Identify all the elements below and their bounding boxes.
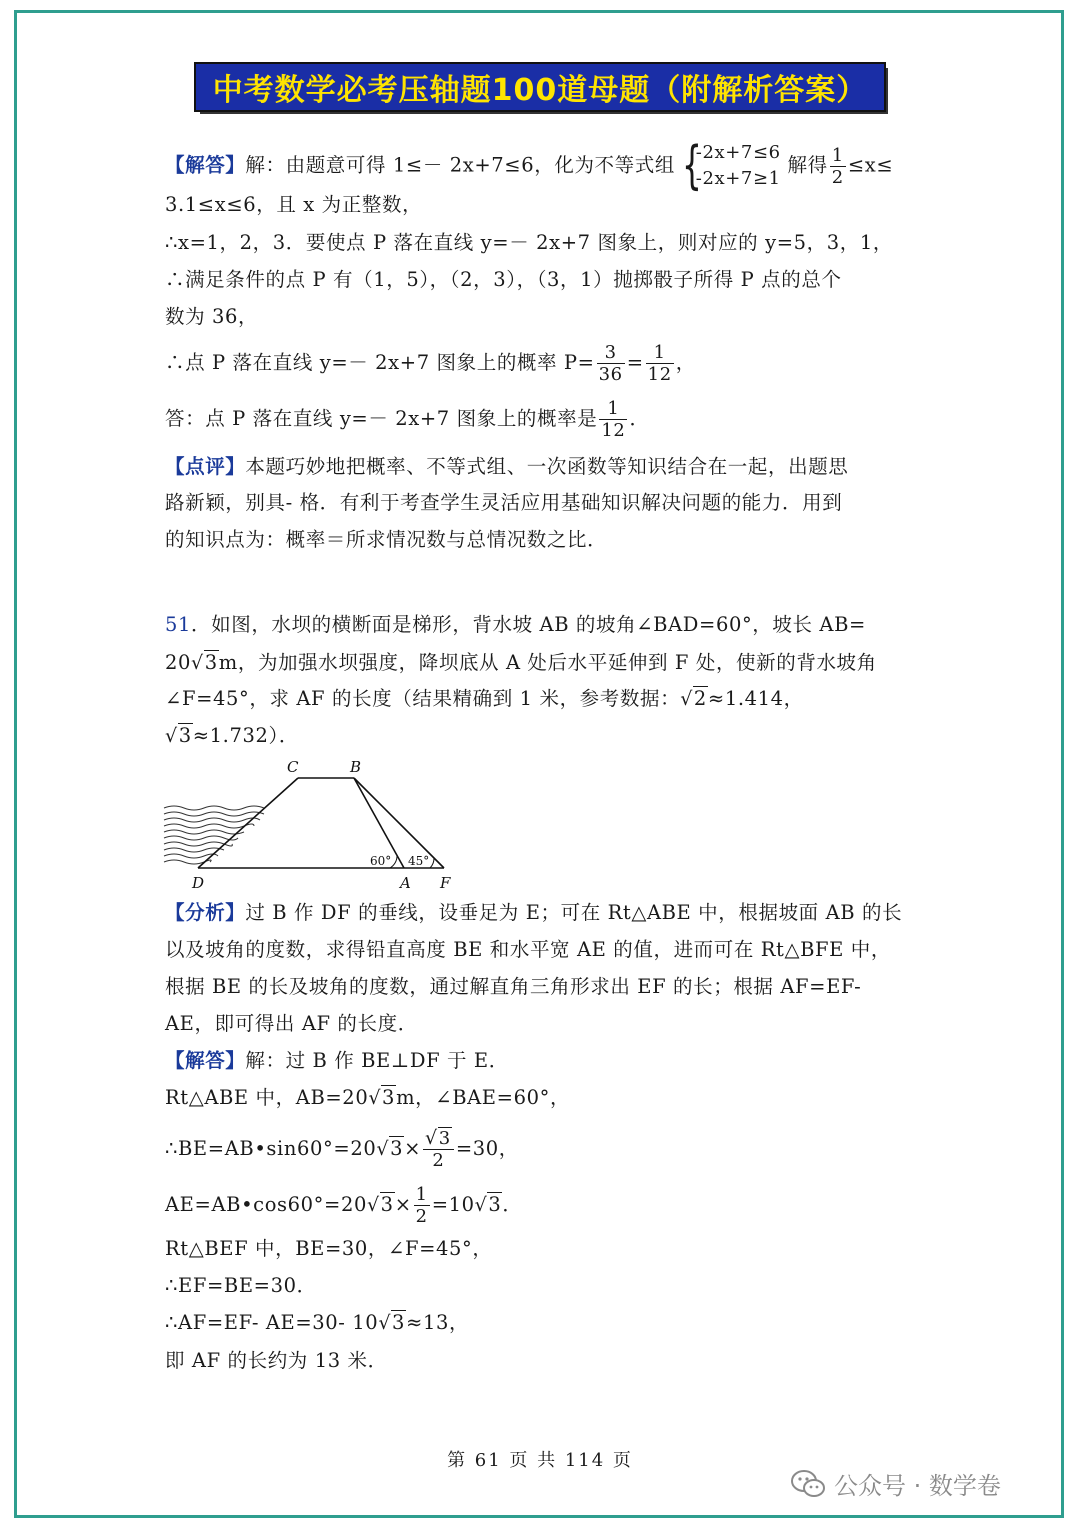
answer-tag: 【解答】: [165, 153, 246, 177]
solution-line-3: ∴BE=AB•sin60°=20√3× $\frac{√3}{2}$ =30，: [165, 1127, 519, 1171]
sqrt-3-s3: √3: [376, 1137, 404, 1160]
watermark-text: 公众号 · 数学卷: [834, 1472, 1001, 1500]
solve-text: 解得: [787, 153, 828, 177]
sqrt-3-s4b: √3: [474, 1193, 502, 1216]
comment-line-3: 的知识点为：概率＝所求情况数与总情况数之比．: [165, 528, 608, 551]
solution-tag: 【解答】: [165, 1049, 246, 1072]
water-waves: [164, 806, 264, 864]
sqrt-3: √3: [191, 651, 218, 674]
comment-line-2: 路新颖，别具- 格．有利于考查学生灵活应用基础知识解决问题的能力．用到: [165, 491, 843, 514]
solution-line-2: Rt△ABE 中，AB=20√3m，∠BAE=60°，: [165, 1086, 571, 1109]
analysis-line-2: 以及坡角的度数，求得铅直高度 BE 和水平宽 AE 的值，进而可在 Rt△BFE 中，: [165, 938, 891, 961]
answer-line-5: 数为 36，: [165, 305, 259, 328]
inequality-2: -2x+7≥1: [695, 168, 781, 189]
solution-line-4: AE=AB•cos60°=20√3× $\frac{1}{2}$ =10√3．: [165, 1184, 523, 1227]
dam-figure: [162, 756, 462, 896]
fraction-half: $\frac{1}{2}$: [831, 144, 844, 188]
answer-text: 解：由题意可得 1≤－ 2x+7≤6，化为不等式组: [245, 153, 675, 177]
solution-line-7: ∴AF=EF- AE=30- 10√3≈13，: [165, 1311, 470, 1334]
sqrt-3-s4: √3: [366, 1193, 394, 1216]
label-b: B: [350, 758, 362, 776]
fraction-3-36: $\frac{3}{36}$: [598, 342, 623, 385]
page-number: 第 61 页 共 114 页: [447, 1450, 633, 1471]
left-brace-icon: {: [681, 136, 702, 196]
label-a: A: [400, 874, 411, 892]
answer-line-4: ∴满足条件的点 P 有（1，5），（2，3），（3，1）抛掷骰子所得 P 点的总个: [165, 268, 842, 291]
solution-line-1: 【解答】解：过 B 作 BE⊥DF 于 E．: [165, 1049, 509, 1072]
comment-line-1: 【点评】本题巧妙地把概率、不等式组、一次函数等知识结合在一起，出题思: [165, 455, 849, 478]
problem-line-3: ∠F=45°，求 AF 的长度（结果精确到 1 米，参考数据：√2≈1.414，: [165, 687, 804, 710]
inequality-1: -2x+7≤6: [695, 142, 781, 163]
fraction-root3-over-2: $\frac{√3}{2}$: [423, 1128, 454, 1171]
solution-line-8: 即 AF 的长约为 13 米．: [165, 1349, 388, 1372]
sqrt-3-ref: √3: [165, 724, 192, 747]
fraction-1-12-answer: $\frac{1}{12}$: [601, 398, 626, 441]
angle-45-label: 45°: [408, 854, 430, 868]
page-title: 中考数学必考压轴题100道母题（附解析答案）: [196, 64, 884, 110]
analysis-line-4: AE，即可得出 AF 的长度．: [165, 1012, 418, 1035]
label-f: F: [440, 874, 451, 892]
fraction-1-12: $\frac{1}{12}$: [647, 342, 672, 385]
solution-line-6: ∴EF=BE=30．: [165, 1274, 317, 1297]
watermark: [790, 1466, 1001, 1501]
answer-line-6: ∴点 P 落在直线 y=－ 2x+7 图象上的概率 P= $\frac{3}{36}$ = $\frac{1}{12}$ ，: [165, 342, 696, 385]
problem-line-2: 20√3m，为加强水坝强度，降坝底从 A 处后水平延伸到 F 处，使新的背水坡角: [165, 651, 877, 674]
label-c: C: [287, 758, 299, 776]
problem-number: 51: [165, 613, 192, 636]
sqrt-2: √2: [680, 687, 707, 710]
answer-line-3: ∴x=1，2，3．要使点 P 落在直线 y=－ 2x+7 图象上，则对应的 y=5，3，1，: [165, 231, 893, 254]
problem-line-4: √3≈1.732）．: [165, 724, 299, 747]
fraction-one-half: $\frac{1}{2}$: [415, 1184, 428, 1227]
answer-line-2: 3.1≤x≤6，且 x 为正整数，: [165, 193, 423, 216]
answer-line-1: [165, 136, 894, 196]
range-text: ≤x≤: [847, 153, 894, 177]
analysis-tag: 【分析】: [165, 901, 246, 924]
sqrt-3-s7: √3: [378, 1311, 406, 1334]
problem-line-1: 51．如图，水坝的横断面是梯形，背水坡 AB 的坡角∠BAD=60°，坡长 AB=: [165, 613, 866, 636]
wechat-icon: [790, 1469, 826, 1499]
analysis-line-1: 【分析】过 B 作 DF 的垂线，设垂足为 E；可在 Rt△ABE 中，根据坡面 AB 的长: [165, 901, 903, 924]
analysis-line-3: 根据 BE 的长及坡角的度数，通过解直角三角形求出 EF 的长；根据 AF=EF-: [165, 975, 862, 998]
inequality-system: [681, 136, 781, 196]
answer-line-7: 答：点 P 落在直线 y=－ 2x+7 图象上的概率是 $\frac{1}{12}$ ．: [165, 398, 650, 441]
solution-line-5: Rt△BEF 中，BE=30，∠F=45°，: [165, 1237, 493, 1260]
comment-tag: 【点评】: [165, 455, 246, 478]
label-d: D: [192, 874, 205, 892]
sqrt-3-s2: √3: [368, 1086, 396, 1109]
angle-60-label: 60°: [370, 854, 392, 868]
